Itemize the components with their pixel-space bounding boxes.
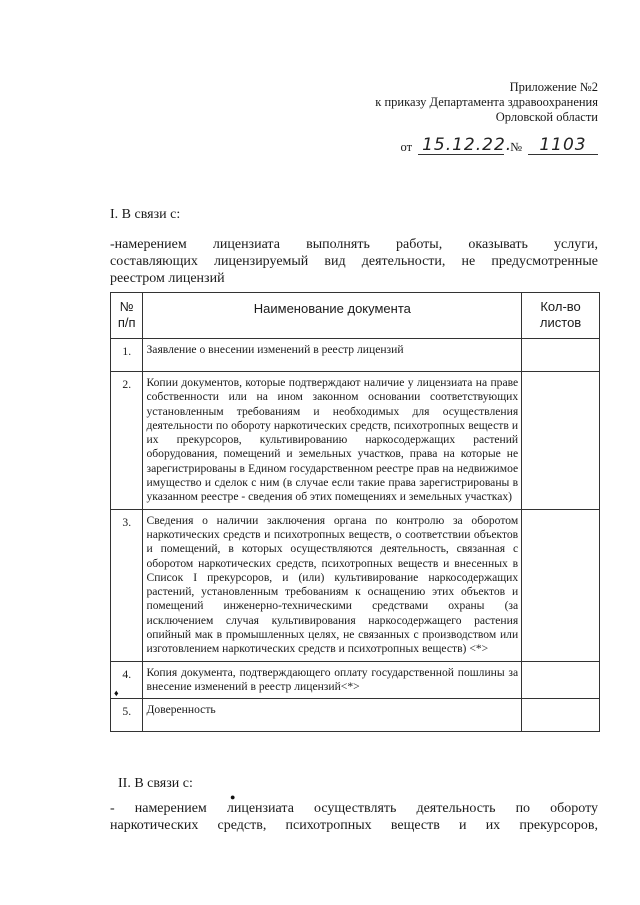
section-2-title: II. В связи с: [118,776,193,791]
header-qty: Кол-во листов [522,293,600,339]
row-num: 5. [111,699,143,732]
section-1-intro [110,236,598,287]
documents-table [110,292,600,732]
row-name: Доверенность [143,699,522,732]
row-qty [522,509,600,661]
table-row [111,661,600,699]
row-qty [522,661,600,699]
row-name: Заявление о внесении изменений в реестр лицензий [143,339,522,372]
section-2-intro [110,800,598,834]
row-qty [522,372,600,510]
intro-line: реестром лицензий [110,271,225,286]
row-name: Сведения о наличии заключения органа по контролю за оборотом наркотических средств и психотропных веществ, о соответствии объектов и помещений, в которых осуществляются деятельность, связанная с оборотом наркотических средств, психотропных веществ и внесенных в Список I прекурсоров, и (или) культивирование наркосодержащих растений, установленным требованиям к оснащению этих объектов и помещений инженерно-техническими средствами охраны (за исключением случая культивирования наркосодержащего растения опийный мак в промышленных целях, не связанных с производством или изготовлением наркотических средств и психотропных веществ) <*> [143,509,522,661]
date-prefix: от [400,140,413,154]
table-row [111,339,600,372]
section-1-title: I. В связи с: [110,207,181,222]
table-row [111,372,600,510]
table-row [111,509,600,661]
table-row [111,699,600,732]
row-num: 3. [111,509,143,661]
row-name: Копия документа, подтверждающего оплату государственной пошлины за внесение изменений в реестр лицензий<*> [143,661,522,699]
intro-line: составляющих лицензируемый вид деятельности, не предусмотренные [110,254,598,269]
header-num: № п/п [111,293,143,339]
header-name: Наименование документа [143,293,522,339]
table-header-row [111,293,600,339]
order-number: 1103 [528,136,598,155]
row-qty [522,339,600,372]
row-num: 2. [111,372,143,510]
appendix-line: к приказу Департамента здравоохранения [375,95,598,109]
number-prefix: № [510,140,522,154]
order-date: 15.12.22. [418,136,504,155]
appendix-header [375,80,598,125]
order-date-number [401,136,599,155]
scan-mark-dot: ♦ [114,688,119,698]
intro-line: -намерением лицензиата выполнять работы, оказывать услуги, [110,237,598,252]
row-name: Копии документов, которые подтверждают наличие у лицензиата на праве собственности или на ином законном основании соответствующих установленным требованиям и необходимых для осуществления деятельности по обороту наркотических средств, психотропных веществ и их прекурсоров, культивированию наркосодержащих растений оборудования, помещений и земельных участков, права на которые не зарегистрированы в Едином государственном реестре прав на недвижимое имущество и сделок с ним (в случае если такие права зарегистрированы в указанном реестре - сведения об этих помещениях и земельных участках) [143,372,522,510]
row-num: 4. [111,661,143,699]
intro-line: - намерением лицензиата осуществлять деятельность по обороту [110,801,598,816]
row-qty [522,699,600,732]
intro-line: наркотических средств, психотропных веществ и их прекурсоров, [110,818,598,833]
appendix-line: Приложение №2 [509,80,598,94]
row-num: 1. [111,339,143,372]
scan-mark-dot: ● [230,792,236,802]
appendix-line: Орловской области [495,110,598,124]
